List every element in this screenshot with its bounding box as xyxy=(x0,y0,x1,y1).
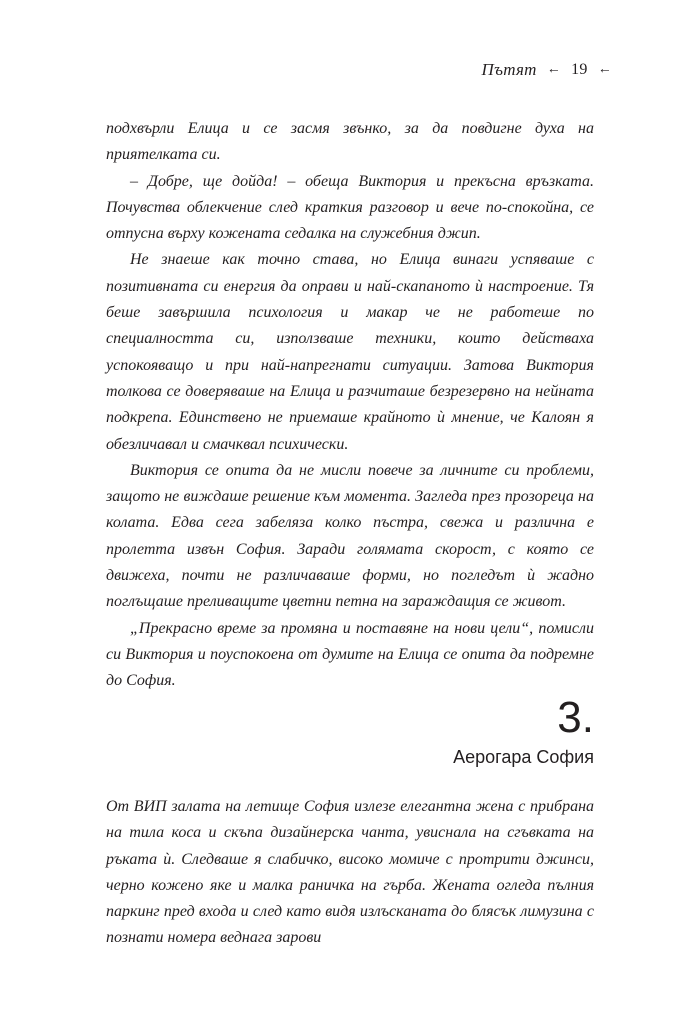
chapter-body-text xyxy=(106,794,594,952)
arrow-left-icon: ← xyxy=(546,62,562,77)
arrow-left-icon-2: ← xyxy=(597,62,612,77)
paragraph: От ВИП залата на летище София излезе елегантна жена с прибрана на тила коса и скъпа дизайнерска чанта, увиснала на сгъвката на ръката ѝ. Следваше я слабичко, високо момиче с протрити джинси, черно кожено яке и малка раничка на гърба. Жената огледа пълния паркинг пред входа и след като видя излъсканата до блясък лимузина с познати номера веднага зарови xyxy=(106,798,594,947)
paragraph: Не знаеше как точно става, но Елица винаги успяваше с позитивната си енергия да оправи и най-скапаното ѝ настроение. Тя беше завършила психология и макар че не работеше по специалността си, използваше техники, които действаха успокояващо и при най-напрегнати ситуации. Затова Виктория толкова се доверяваше на Елица и разчиташе безрезервно на нейната подкрепа. Единствено не приемаше крайното ѝ мнение, че Калоян я обезличавал и смачквал психически. xyxy=(106,251,594,453)
chapter-title: Аерогара София xyxy=(453,747,594,767)
chapter-number: 3. xyxy=(557,693,594,742)
body-text xyxy=(106,116,594,695)
paragraph: подхвърли Елица и се засмя звънко, за да повдигне духа на приятелката си. xyxy=(106,120,594,164)
running-head-title: Пътят xyxy=(481,60,537,79)
page-number: 19 xyxy=(571,61,588,78)
running-head xyxy=(482,60,613,80)
paragraph: „Прекрасно време за промяна и поставяне на нови цели“, помисли си Виктория и поуспокоена от думите на Елица се опита да подремне до София. xyxy=(106,619,594,690)
paragraph: – Добре, ще дойда! – обеща Виктория и прекъсна връзката. Почувства облекчение след краткия разговор и вече по-спокойна, се отпусна върху кожената седалка на служебния джип. xyxy=(106,172,594,243)
paragraph: Виктория се опита да не мисли повече за личните си проблеми, защото не виждаше решение към момента. Загледа през прозореца на колата. Едва сега забеляза колко пъстра, свежа и различна е пролетта извън София. Заради голямата скорост, с която се движеха, почти не различаваше форми, но погледът ѝ жадно поглъщаше преливащите цветни петна на зараждащия се живот. xyxy=(106,461,594,611)
